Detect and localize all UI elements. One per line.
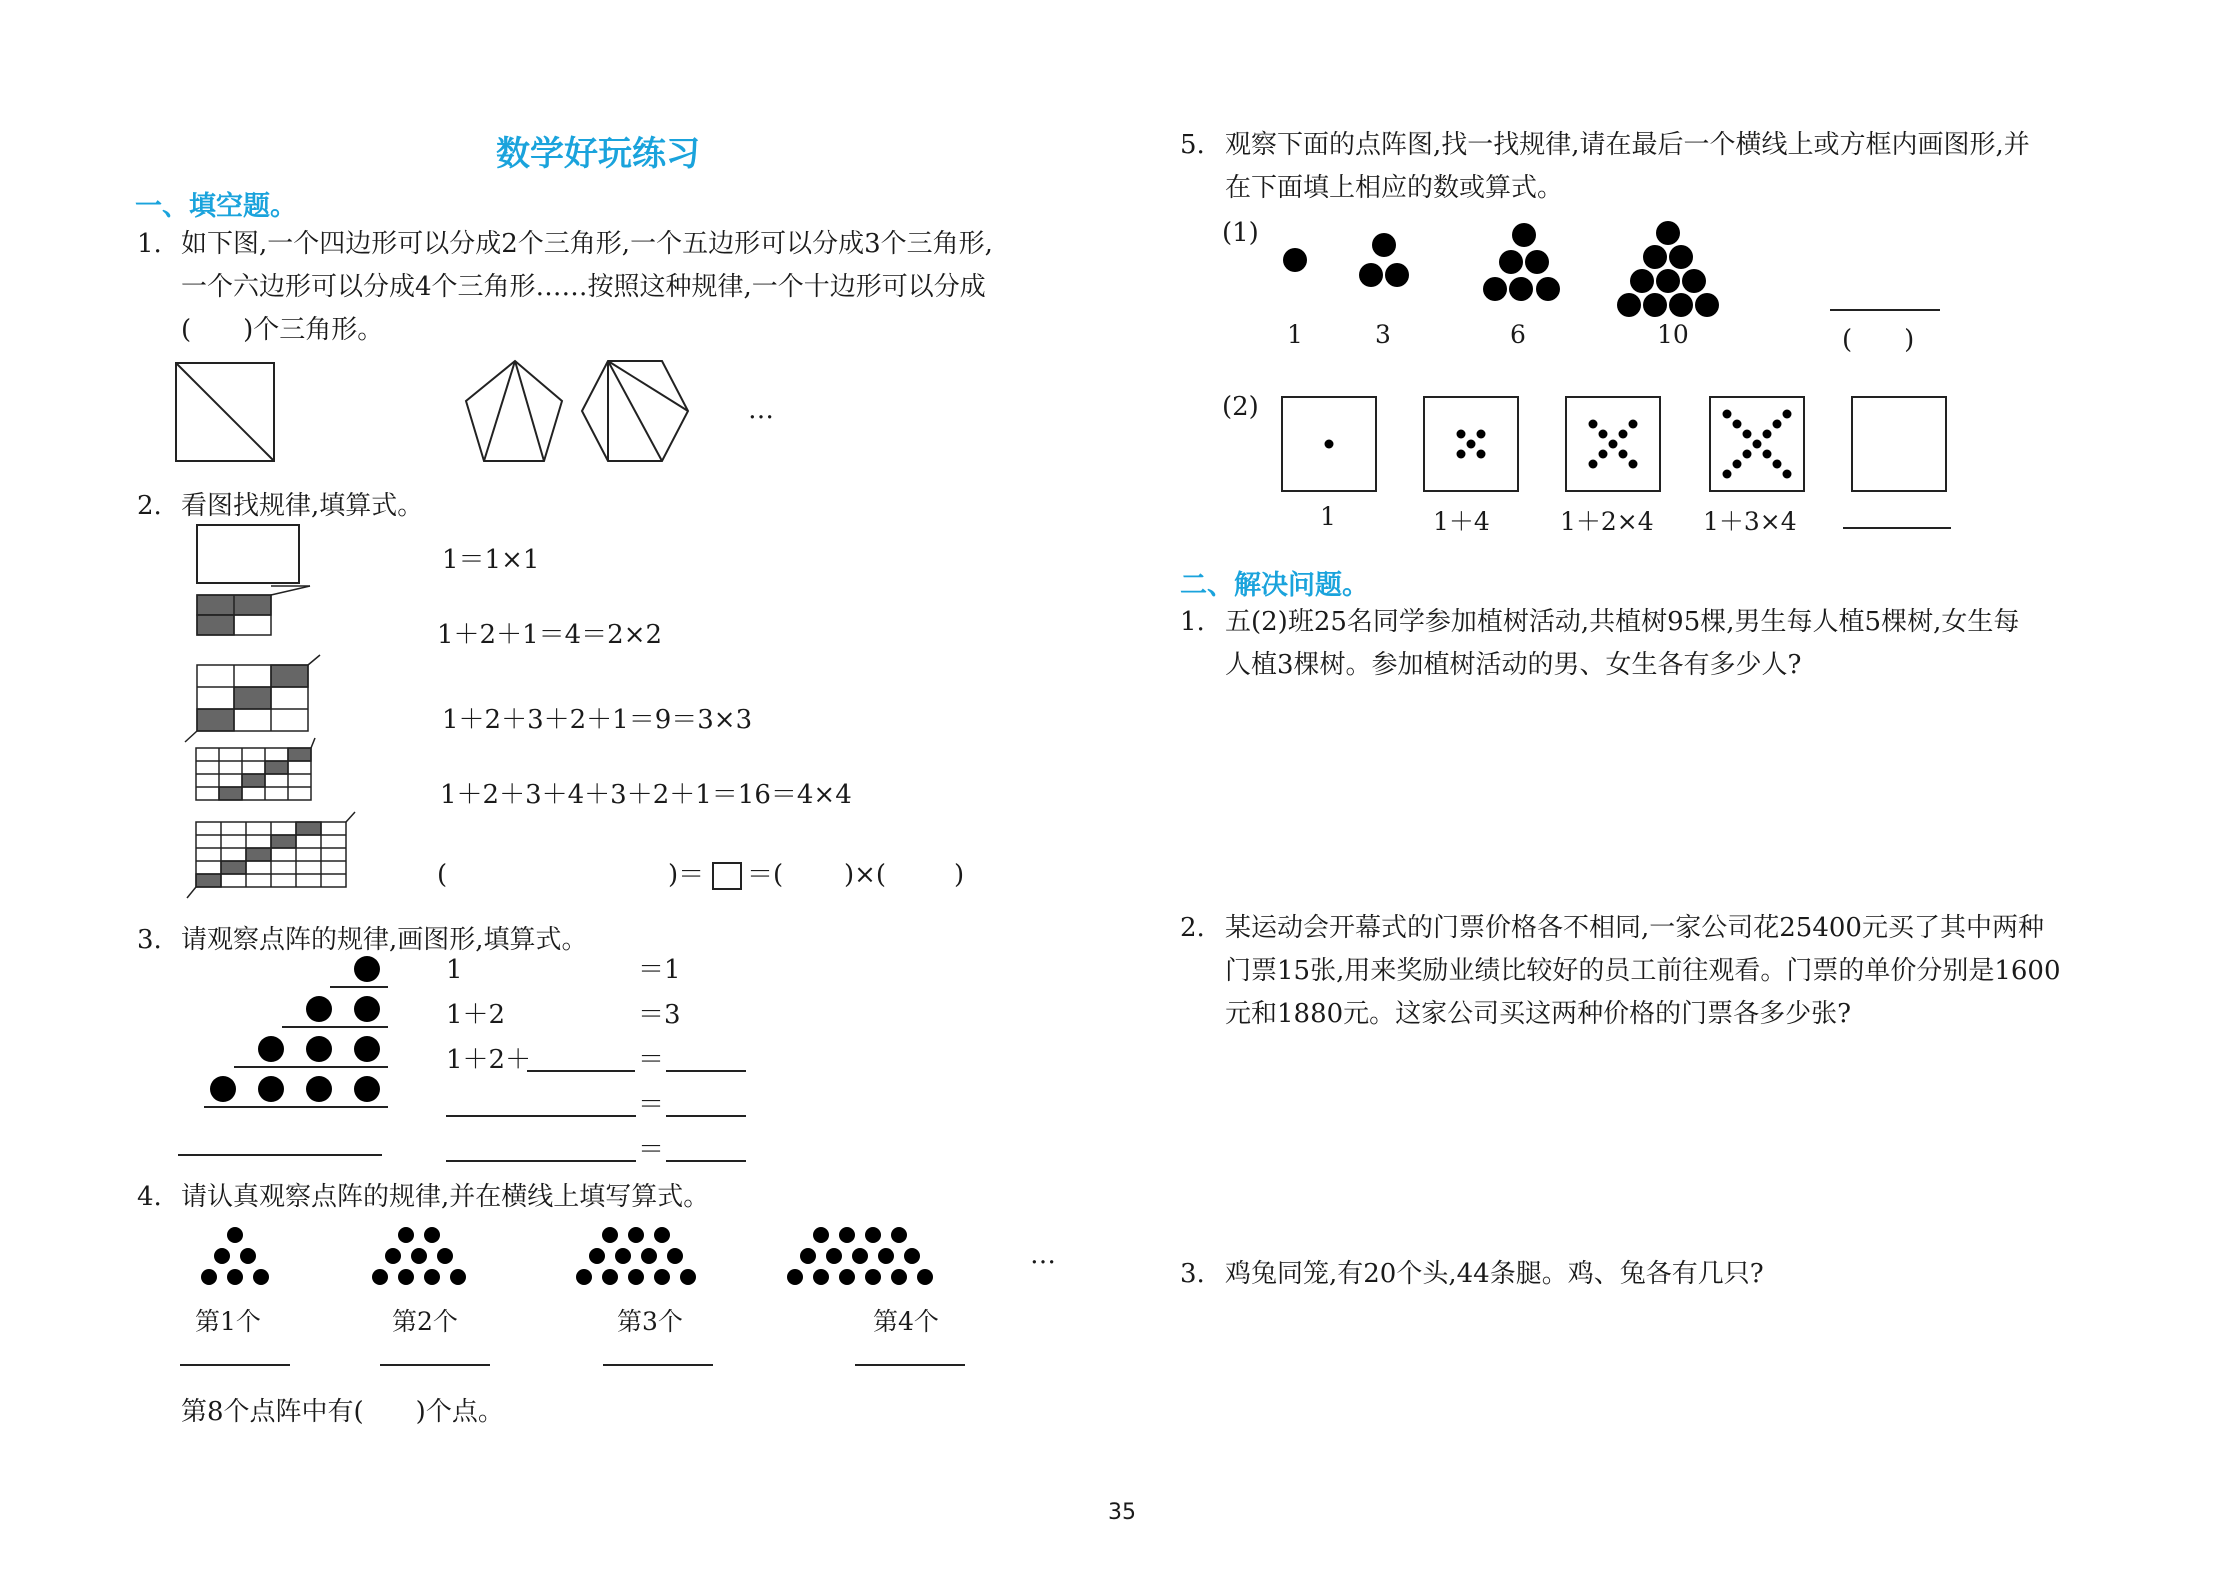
q4-number: 4. <box>137 1182 162 1212</box>
q5-part2-caption-2: 1＋4 <box>1433 507 1490 536</box>
grid-5x5 <box>187 812 355 898</box>
section-heading-fill-blank: 一、填空题。 <box>135 191 297 222</box>
q3-eq5-blank-2[interactable] <box>666 1160 746 1162</box>
grid-2x2 <box>197 586 310 635</box>
q5-part1-caption-1: 1 <box>1287 320 1303 349</box>
q4-label-4: 第4个 <box>873 1307 939 1336</box>
q3-eq1-right: ＝1 <box>638 955 681 985</box>
grid-1x1 <box>197 525 299 583</box>
q3-eq2-left: 1＋2 <box>446 1000 506 1030</box>
q3-eq5-blank-1[interactable] <box>446 1160 636 1162</box>
q4-array-1 <box>201 1227 269 1285</box>
q4-dot-arrays <box>180 1225 1040 1295</box>
q2-last-close: ) <box>954 860 965 890</box>
q3-eq3-blank-1[interactable] <box>527 1070 635 1072</box>
q5-answer-square <box>1852 397 1946 491</box>
q5-part2-caption-4: 1＋3×4 <box>1703 507 1797 536</box>
q3-number: 3. <box>137 925 162 955</box>
page-title: 数学好玩练习 <box>496 134 700 174</box>
q2-row-1: 1＝1×1 <box>442 545 540 575</box>
hexagon-figure <box>582 361 688 461</box>
q5-line2: 在下面填上相应的数或算式。 <box>1225 173 1564 203</box>
q4-text: 请认真观察点阵的规律,并在横线上填写算式。 <box>181 1182 710 1212</box>
quadrilateral-figure <box>176 363 274 461</box>
q5-part1-label: (1) <box>1222 218 1259 248</box>
q4-blank-3[interactable] <box>603 1364 713 1366</box>
q4-label-1: 第1个 <box>195 1307 261 1336</box>
q2-last-times: )×( <box>844 860 887 890</box>
p1-number: 1. <box>1180 607 1205 637</box>
q3-eq4-sign: ＝ <box>638 1090 665 1120</box>
q4-array-4 <box>787 1227 933 1285</box>
q3-eq3-sign: ＝ <box>638 1045 665 1075</box>
q4-label-3: 第3个 <box>617 1307 683 1336</box>
q5-part1-caption-3: 6 <box>1510 320 1526 349</box>
q5-part2-caption-3: 1＋2×4 <box>1560 507 1654 536</box>
q1-ellipsis: … <box>748 395 774 425</box>
q3-eq2-right: ＝3 <box>638 1000 681 1030</box>
p2-line2: 门票15张,用来奖励业绩比较好的员工前往观看。门票的单价分别是1600 <box>1225 956 2061 986</box>
q2-last-open: ( <box>437 860 448 890</box>
page-number: 35 <box>1108 1500 1136 1525</box>
q2-row-3: 1＋2＋3＋2＋1＝9＝3×3 <box>442 705 753 735</box>
q5-number: 5. <box>1180 130 1205 160</box>
q2-number: 2. <box>137 491 162 521</box>
q5-triangle-dots <box>1270 215 1890 335</box>
grid-4x4 <box>196 738 315 800</box>
q5-square-dots <box>1280 395 1980 505</box>
q4-array-2 <box>372 1227 466 1285</box>
q3-staircase-dots <box>170 950 430 1150</box>
q4-blank-2[interactable] <box>380 1364 490 1366</box>
q4-blank-4[interactable] <box>855 1364 965 1366</box>
q2-last-mid: )＝ <box>668 860 705 890</box>
p1-line1: 五(2)班25名同学参加植树活动,共植树95棵,男生每人植5棵树,女生每 <box>1225 607 2020 637</box>
grid-figures <box>175 520 335 900</box>
q1-line1: 如下图,一个四边形可以分成2个三角形,一个五边形可以分成3个三角形, <box>181 229 993 259</box>
p2-line1: 某运动会开幕式的门票价格各不相同,一家公司花25400元买了其中两种 <box>1225 913 2044 943</box>
q2-last-eq: ＝( <box>747 860 784 890</box>
p1-line2: 人植3棵树。参加植树活动的男、女生各有多少人? <box>1225 650 1802 680</box>
q3-eq1-left: 1 <box>446 955 463 985</box>
q2-answer-box[interactable] <box>712 862 742 890</box>
p3-number: 3. <box>1180 1259 1205 1289</box>
q4-label-2: 第2个 <box>392 1307 458 1336</box>
q3-eq4-blank-1[interactable] <box>446 1115 636 1117</box>
section-heading-solve-problems: 二、解决问题。 <box>1180 570 1369 601</box>
q3-eq3-blank-2[interactable] <box>666 1070 746 1072</box>
q5-part2-label: (2) <box>1222 392 1259 422</box>
q2-row-2: 1＋2＋1＝4＝2×2 <box>437 620 663 650</box>
q4-blank-1[interactable] <box>180 1364 290 1366</box>
q2-text: 看图找规律,填算式。 <box>181 491 424 521</box>
q1-number: 1. <box>137 229 162 259</box>
q3-text: 请观察点阵的规律,画图形,填算式。 <box>181 925 588 955</box>
q1-line3: ( )个三角形。 <box>181 315 384 345</box>
q4-final-question: 第8个点阵中有( )个点。 <box>181 1397 504 1427</box>
q2-row-4: 1＋2＋3＋4＋3＋2＋1＝16＝4×4 <box>440 780 852 810</box>
grid-3x3 <box>185 655 320 742</box>
q3-eq3-left: 1＋2＋ <box>446 1045 532 1075</box>
pentagon-figure <box>466 361 562 461</box>
q5-line1: 观察下面的点阵图,找一找规律,请在最后一个横线上或方框内画图形,并 <box>1225 130 2030 160</box>
q3-eq4-blank-2[interactable] <box>666 1115 746 1117</box>
q5-part2-caption-1: 1 <box>1320 502 1336 531</box>
q4-array-3 <box>576 1227 696 1285</box>
p2-number: 2. <box>1180 913 1205 943</box>
q1-line2: 一个六边形可以分成4个三角形……按照这种规律,一个十边形可以分成 <box>181 272 986 302</box>
p2-line3: 元和1880元。这家公司买这两种价格的门票各多少张? <box>1225 999 1852 1029</box>
polygon-figures <box>170 355 890 475</box>
p3-line1: 鸡兔同笼,有20个头,44条腿。鸡、兔各有几只? <box>1225 1259 1764 1289</box>
q3-eq5-sign: ＝ <box>638 1135 665 1165</box>
q4-ellipsis: … <box>1030 1240 1056 1270</box>
q5-part1-caption-2: 3 <box>1375 320 1391 349</box>
q5-part2-blank[interactable] <box>1843 527 1951 529</box>
q5-part1-blank[interactable]: ( ) <box>1842 325 1915 355</box>
q5-part1-caption-4: 10 <box>1657 320 1689 349</box>
